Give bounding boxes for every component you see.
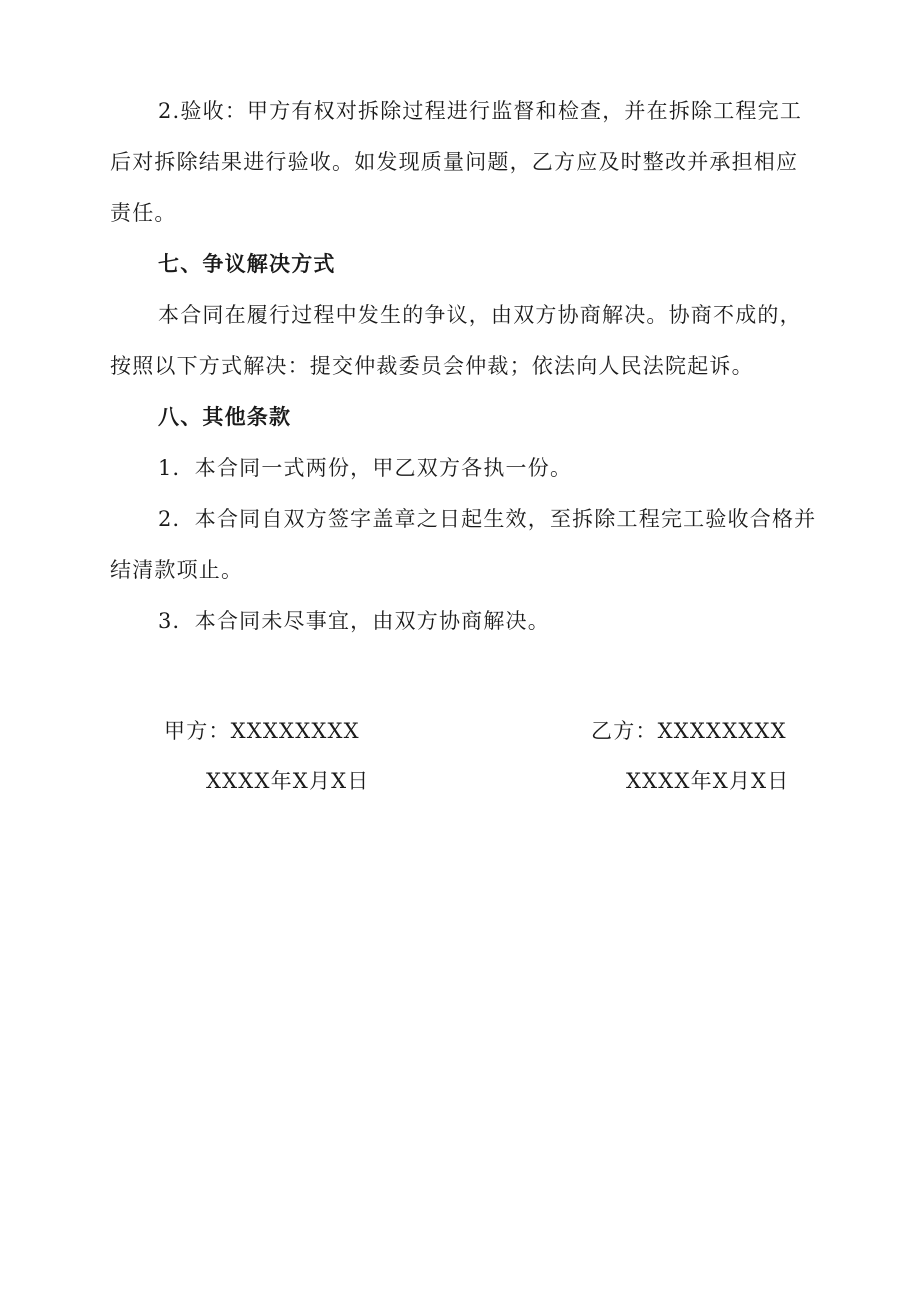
other-term-item-3: 3．本合同未尽事宜，由双方协商解决。 <box>158 609 550 633</box>
dispute-clause: 本合同在履行过程中发生的争议，由双方协商解决。协商不成的，按照以下方式解决：提交仲裁委员会仲裁；依法向人民法院起诉。 <box>110 303 802 378</box>
acceptance-clause: 2.验收：甲方有权对拆除过程进行监督和检查，并在拆除工程完工后对拆除结果进行验收。如发现质量问题，乙方应及时整改并承担相应责任。 <box>110 99 803 225</box>
contract-body <box>110 86 820 647</box>
other-term-item-2: 2．本合同自双方签字盖章之日起生效，至拆除工程完工验收合格并结清款项止。 <box>110 507 817 582</box>
other-term-item-1: 1．本合同一式两份，甲乙双方各执一份。 <box>158 456 573 480</box>
party-a-date: XXXX年X月X日 <box>206 769 370 793</box>
party-a-signature: 甲方：XXXXXXXX <box>164 719 360 743</box>
other-terms-heading: 八、其他条款 <box>158 405 292 429</box>
party-b-signature: 乙方：XXXXXXXX <box>591 719 787 743</box>
party-b-date: XXXX年X月X日 <box>626 769 790 793</box>
dispute-heading: 七、争议解决方式 <box>158 252 336 276</box>
